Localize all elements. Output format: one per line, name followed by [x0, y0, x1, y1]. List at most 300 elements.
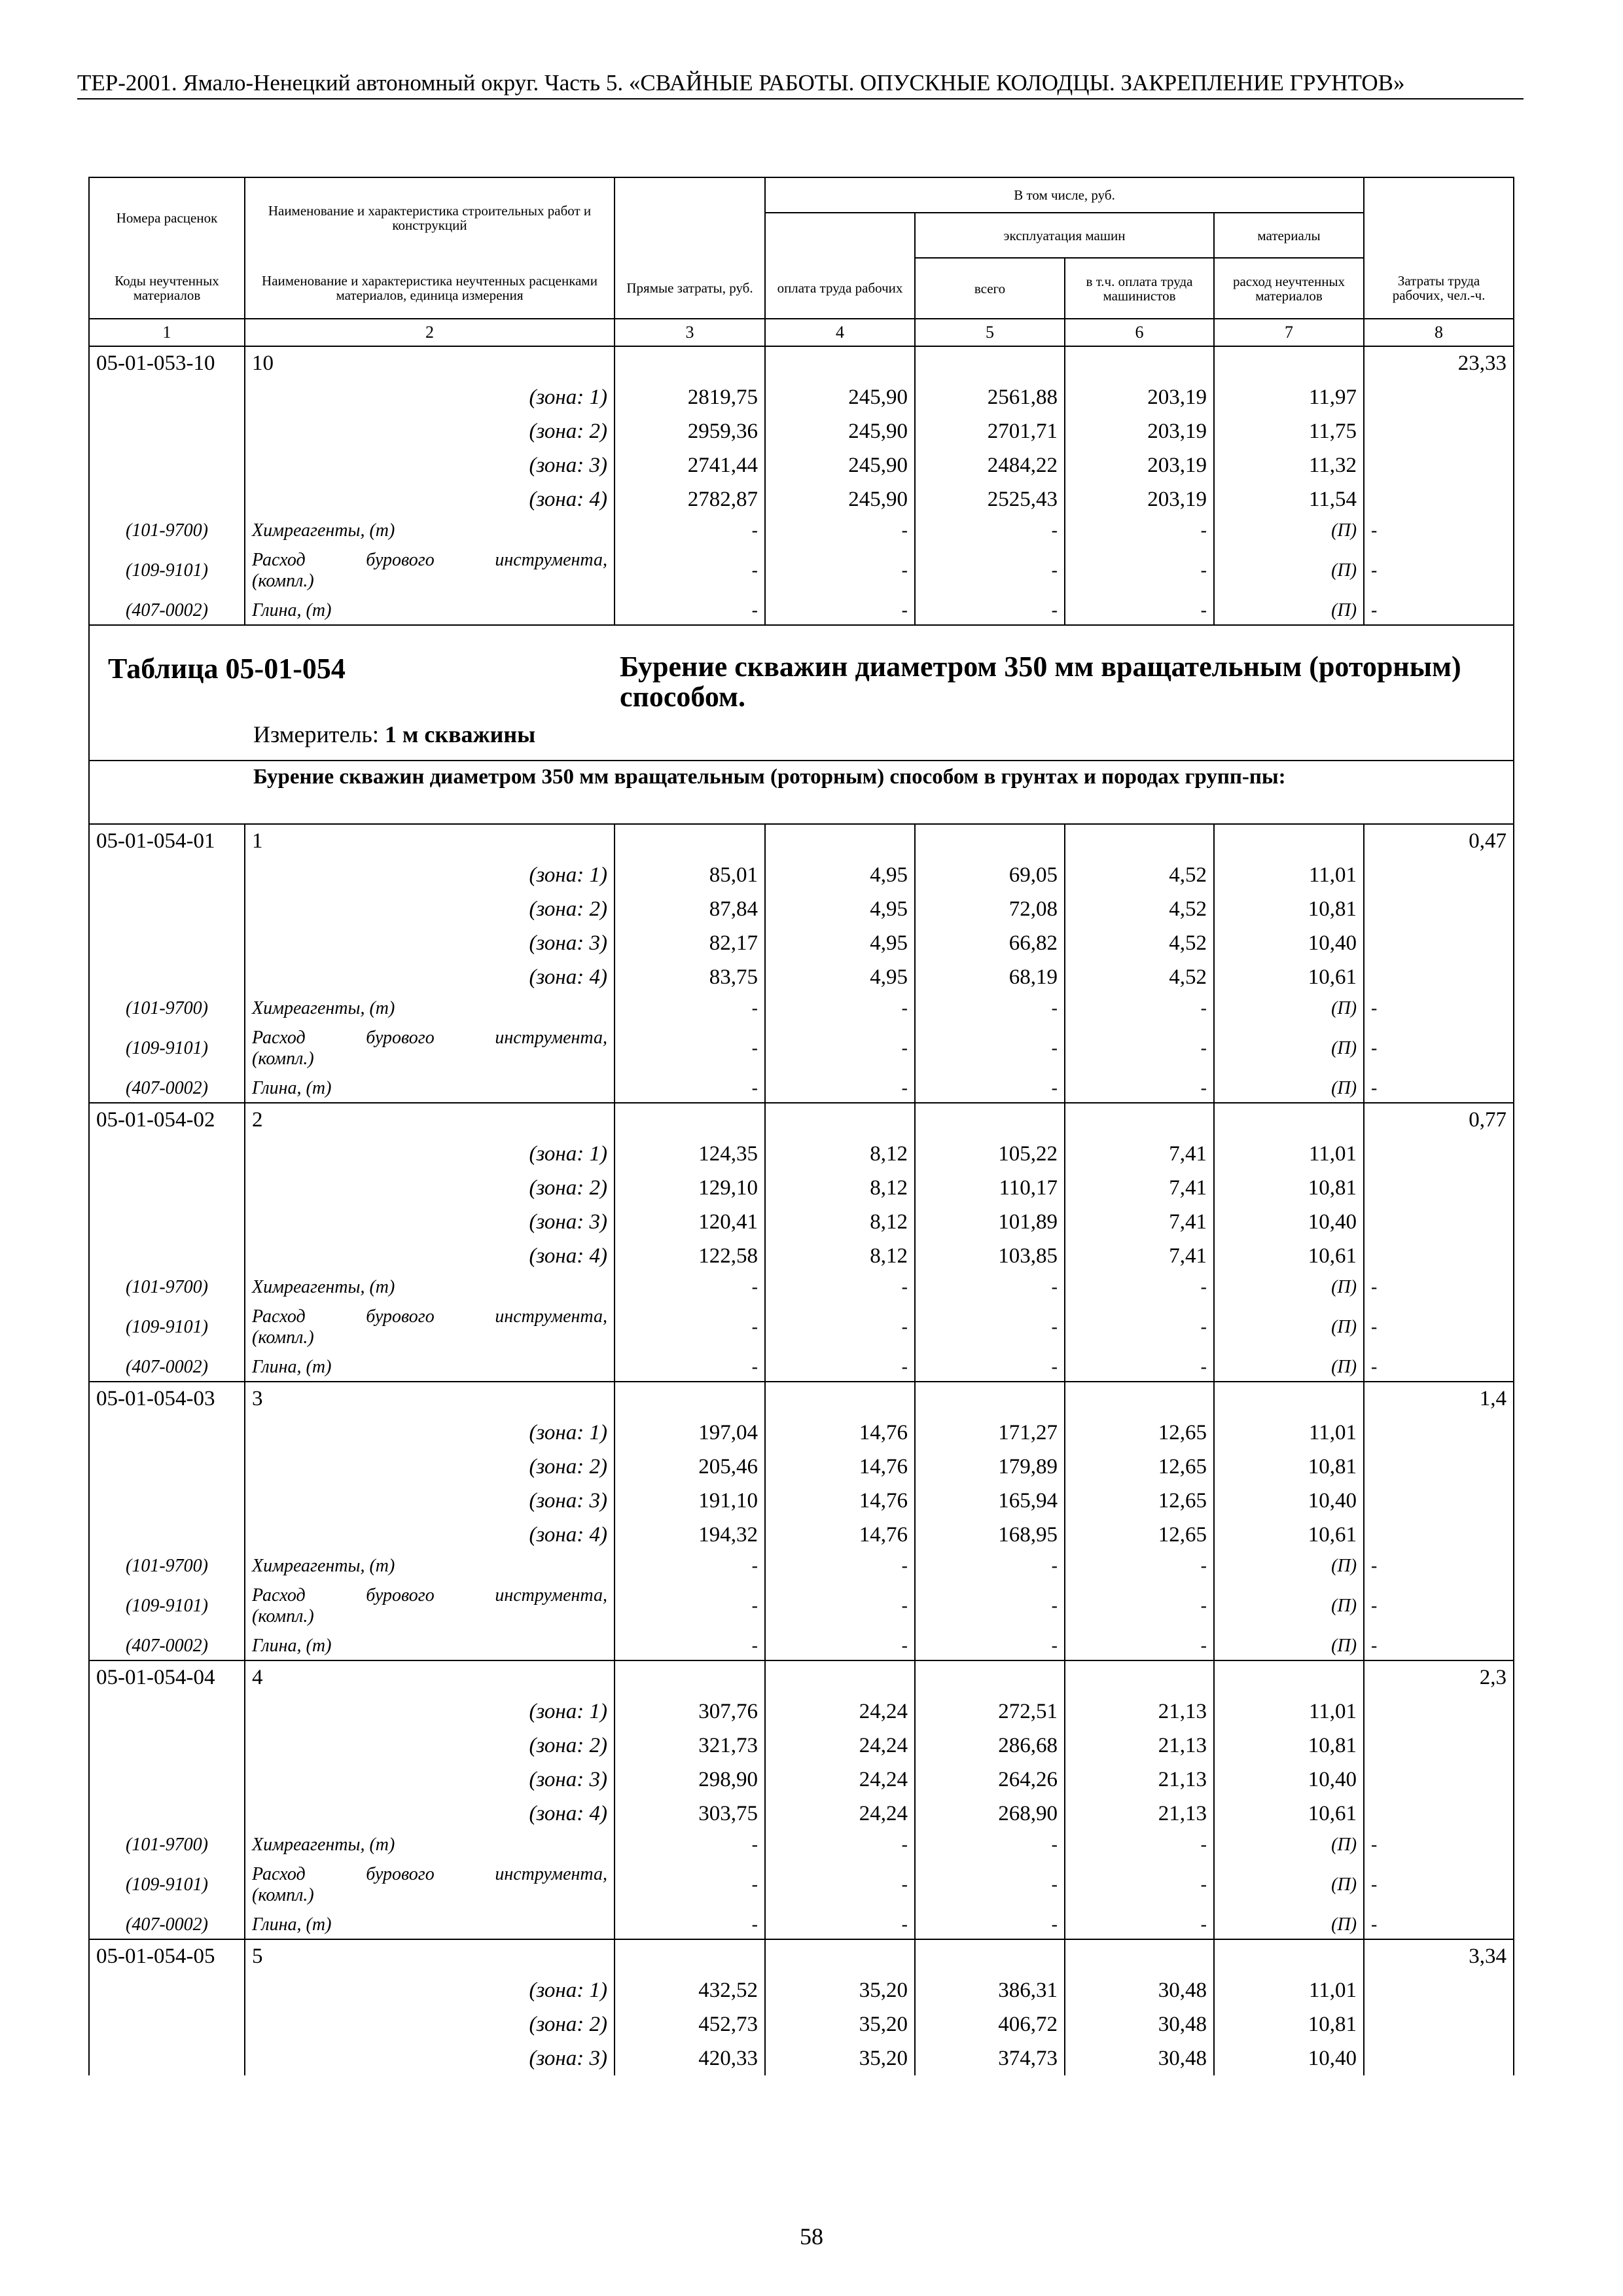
operator-pay: 30,48 [1065, 2041, 1214, 2075]
labor-value: 0,77 [1364, 1103, 1514, 1137]
material-code: (407-0002) [89, 596, 245, 625]
measure-value: 1 м скважины [384, 721, 536, 747]
machine-total: 179,89 [915, 1450, 1065, 1484]
material-name: Глина, (т) [245, 1074, 615, 1103]
material-name [245, 1023, 615, 1074]
material-row [89, 1023, 1514, 1074]
rate-group: 4 [245, 1660, 615, 1695]
material-dash: - [1065, 1831, 1214, 1859]
material-code: (109-9101) [89, 1023, 245, 1074]
material-dash: - [765, 596, 915, 625]
table-cell [1364, 482, 1514, 516]
zone-row [89, 858, 1514, 892]
header-unaccounted-codes: Коды неучтенных материалов [89, 258, 245, 319]
column-number-4: 4 [765, 319, 915, 346]
material-p-mark: (П) [1214, 1023, 1364, 1074]
worker-pay: 8,12 [765, 1137, 915, 1171]
material-dash: - [915, 1074, 1065, 1103]
material-dash: - [1065, 1632, 1214, 1660]
zone-row [89, 1763, 1514, 1797]
material-name-word: бурового [366, 1028, 435, 1048]
materials-cost: 11,32 [1214, 448, 1364, 482]
zone-row [89, 1695, 1514, 1729]
material-name-word: инструмента, [495, 1306, 607, 1327]
material-dash: - [615, 1831, 765, 1859]
zone-row [89, 2007, 1514, 2041]
table-cell [1364, 1797, 1514, 1831]
header-materials: материалы [1214, 213, 1364, 258]
direct-cost: 197,04 [615, 1416, 765, 1450]
material-p-mark: (П) [1214, 1552, 1364, 1581]
materials-cost: 10,40 [1214, 926, 1364, 960]
table-cell [89, 1695, 245, 1729]
table-cell [89, 2007, 245, 2041]
zone-row [89, 1239, 1514, 1273]
machine-total: 101,89 [915, 1205, 1065, 1239]
material-row [89, 545, 1514, 596]
machine-total: 69,05 [915, 858, 1065, 892]
table-cell [1364, 960, 1514, 994]
material-code: (101-9700) [89, 516, 245, 545]
column-number-7: 7 [1214, 319, 1364, 346]
materials-cost: 10,61 [1214, 1239, 1364, 1273]
worker-pay: 24,24 [765, 1695, 915, 1729]
materials-cost: 10,81 [1214, 2007, 1364, 2041]
column-number-8: 8 [1364, 319, 1514, 346]
table-cell [89, 892, 245, 926]
table-cell [1214, 1103, 1364, 1137]
rate-code: 05-01-054-04 [89, 1660, 245, 1695]
table-cell [1364, 858, 1514, 892]
materials-cost: 10,81 [1214, 1171, 1364, 1205]
material-code: (109-9101) [89, 1581, 245, 1632]
material-name-line [252, 1585, 607, 1606]
labor-value: 2,3 [1364, 1660, 1514, 1695]
materials-cost: 10,61 [1214, 960, 1364, 994]
zone-label: (зона: 1) [245, 858, 615, 892]
table-cell [1214, 1382, 1364, 1416]
table-cell [89, 1450, 245, 1484]
zone-row [89, 448, 1514, 482]
direct-cost: 2782,87 [615, 482, 765, 516]
table-title: Таблица 05-01-054 [108, 653, 346, 685]
zone-row [89, 1729, 1514, 1763]
table-cell [915, 346, 1065, 380]
worker-pay: 4,95 [765, 926, 915, 960]
worker-pay: 8,12 [765, 1171, 915, 1205]
header-row [89, 258, 1514, 319]
material-dash: - [1065, 545, 1214, 596]
table-cell [1364, 1239, 1514, 1273]
rate-row [89, 824, 1514, 858]
material-dash: - [1065, 1910, 1214, 1939]
table-title-row [89, 625, 1514, 761]
material-name-word: бурового [366, 1585, 435, 1605]
table-cell [89, 414, 245, 448]
material-dash: - [1364, 1552, 1514, 1581]
worker-pay: 245,90 [765, 414, 915, 448]
worker-pay: 4,95 [765, 858, 915, 892]
table-cell [89, 448, 245, 482]
material-dash: - [1364, 1273, 1514, 1302]
material-name: Химреагенты, (т) [245, 1552, 615, 1581]
material-dash: - [615, 1353, 765, 1382]
rate-row [89, 1103, 1514, 1137]
material-dash: - [615, 1632, 765, 1660]
material-name-word: бурового [366, 1864, 435, 1884]
table-cell [89, 482, 245, 516]
table-cell [89, 960, 245, 994]
table-cell [1364, 1695, 1514, 1729]
table-cell [1364, 380, 1514, 414]
material-dash: - [1364, 1353, 1514, 1382]
material-dash: - [915, 1831, 1065, 1859]
worker-pay: 24,24 [765, 1797, 915, 1831]
worker-pay: 4,95 [765, 892, 915, 926]
materials-cost: 11,01 [1214, 1137, 1364, 1171]
table-description: Бурение скважин диаметром 350 мм вращательным (роторным) способом. [620, 651, 1461, 713]
header-materials-cost: расход неучтенных материалов [1214, 258, 1364, 319]
machine-total: 2484,22 [915, 448, 1065, 482]
worker-pay: 14,76 [765, 1484, 915, 1518]
header-rate-numbers: Номера расценок [89, 177, 245, 258]
zone-row [89, 1137, 1514, 1171]
zone-label: (зона: 4) [245, 1797, 615, 1831]
header-worker-blank [765, 213, 915, 258]
worker-pay: 8,12 [765, 1239, 915, 1273]
table-cell [1065, 1939, 1214, 1973]
material-name-word: бурового [366, 550, 435, 570]
table-cell [1065, 1103, 1214, 1137]
material-name-line: (компл.) [252, 1885, 314, 1905]
table-cell [89, 1137, 245, 1171]
direct-cost: 303,75 [615, 1797, 765, 1831]
operator-pay: 30,48 [1065, 1973, 1214, 2007]
material-dash: - [615, 1910, 765, 1939]
material-name: Глина, (т) [245, 1632, 615, 1660]
material-dash: - [915, 994, 1065, 1023]
material-p-mark: (П) [1214, 1910, 1364, 1939]
table-cell [915, 824, 1065, 858]
rate-code: 05-01-053-10 [89, 346, 245, 380]
material-dash: - [615, 1074, 765, 1103]
material-code: (109-9101) [89, 1302, 245, 1353]
operator-pay: 12,65 [1065, 1484, 1214, 1518]
rate-row [89, 1660, 1514, 1695]
material-dash: - [765, 1910, 915, 1939]
materials-cost: 10,40 [1214, 2041, 1364, 2075]
table-cell [615, 1103, 765, 1137]
material-name-line: (компл.) [252, 1606, 314, 1626]
table-cell [1364, 1137, 1514, 1171]
zone-label: (зона: 3) [245, 1205, 615, 1239]
machine-total: 2701,71 [915, 414, 1065, 448]
machine-total: 286,68 [915, 1729, 1065, 1763]
table-cell [1364, 1450, 1514, 1484]
zone-row [89, 892, 1514, 926]
zone-label: (зона: 1) [245, 1973, 615, 2007]
material-dash: - [915, 1581, 1065, 1632]
zone-row [89, 1484, 1514, 1518]
worker-pay: 245,90 [765, 448, 915, 482]
direct-cost: 82,17 [615, 926, 765, 960]
material-row [89, 1581, 1514, 1632]
table-cell [1364, 892, 1514, 926]
zone-row [89, 1171, 1514, 1205]
zone-label: (зона: 4) [245, 1239, 615, 1273]
zone-row [89, 960, 1514, 994]
materials-cost: 11,01 [1214, 1973, 1364, 2007]
material-dash: - [1364, 545, 1514, 596]
material-dash: - [1065, 1273, 1214, 1302]
header-unaccounted-names: Наименование и характеристика неучтенных расценками материалов, единица измерения [245, 258, 615, 319]
table-cell [89, 1973, 245, 2007]
rate-code: 05-01-054-03 [89, 1382, 245, 1416]
group-description-row [89, 761, 1514, 824]
materials-cost: 11,97 [1214, 380, 1364, 414]
operator-pay: 21,13 [1065, 1695, 1214, 1729]
zone-label: (зона: 1) [245, 1137, 615, 1171]
material-dash: - [765, 1632, 915, 1660]
zone-row [89, 380, 1514, 414]
direct-cost: 321,73 [615, 1729, 765, 1763]
operator-pay: 21,13 [1065, 1729, 1214, 1763]
zone-label: (зона: 2) [245, 1729, 615, 1763]
material-row [89, 1302, 1514, 1353]
column-number-6: 6 [1065, 319, 1214, 346]
material-dash: - [1364, 994, 1514, 1023]
zone-label: (зона: 2) [245, 892, 615, 926]
material-p-mark: (П) [1214, 1074, 1364, 1103]
material-code: (109-9101) [89, 545, 245, 596]
table-cell [89, 1239, 245, 1273]
material-dash: - [915, 1552, 1065, 1581]
operator-pay: 12,65 [1065, 1450, 1214, 1484]
material-row [89, 1831, 1514, 1859]
labor-value: 23,33 [1364, 346, 1514, 380]
material-dash: - [915, 1273, 1065, 1302]
table-cell [1065, 824, 1214, 858]
material-p-mark: (П) [1214, 1632, 1364, 1660]
material-row [89, 1273, 1514, 1302]
material-code: (101-9700) [89, 994, 245, 1023]
zone-row [89, 414, 1514, 448]
table-cell [89, 1518, 245, 1552]
material-name: Глина, (т) [245, 1353, 615, 1382]
materials-cost: 11,75 [1214, 414, 1364, 448]
measure-label: Измеритель: [253, 721, 385, 747]
material-dash: - [615, 1581, 765, 1632]
rate-group: 10 [245, 346, 615, 380]
table-cell [89, 380, 245, 414]
material-name-line [252, 1306, 607, 1327]
material-code: (101-9700) [89, 1552, 245, 1581]
operator-pay: 7,41 [1065, 1239, 1214, 1273]
material-dash: - [615, 1273, 765, 1302]
direct-cost: 205,46 [615, 1450, 765, 1484]
machine-total: 110,17 [915, 1171, 1065, 1205]
table-cell [1065, 346, 1214, 380]
table-cell [89, 2041, 245, 2075]
material-name: Химреагенты, (т) [245, 516, 615, 545]
machine-total: 66,82 [915, 926, 1065, 960]
material-dash: - [1364, 1023, 1514, 1074]
material-p-mark: (П) [1214, 1273, 1364, 1302]
labor-value: 3,34 [1364, 1939, 1514, 1973]
material-name [245, 545, 615, 596]
worker-pay: 245,90 [765, 380, 915, 414]
direct-cost: 2959,36 [615, 414, 765, 448]
machine-total: 406,72 [915, 2007, 1065, 2041]
worker-pay: 245,90 [765, 482, 915, 516]
table-cell [89, 1205, 245, 1239]
material-name: Химреагенты, (т) [245, 994, 615, 1023]
machine-total: 72,08 [915, 892, 1065, 926]
column-number-5: 5 [915, 319, 1065, 346]
material-row [89, 994, 1514, 1023]
material-dash: - [615, 1552, 765, 1581]
material-dash: - [1364, 1302, 1514, 1353]
table-cell [765, 1660, 915, 1695]
material-name-word: Расход [252, 1028, 306, 1048]
material-name-word: инструмента, [495, 1585, 607, 1605]
materials-cost: 11,01 [1214, 858, 1364, 892]
column-number-2: 2 [245, 319, 615, 346]
machine-total: 168,95 [915, 1518, 1065, 1552]
table-cell [1065, 1382, 1214, 1416]
material-dash: - [915, 1353, 1065, 1382]
column-number-3: 3 [615, 319, 765, 346]
materials-cost: 10,61 [1214, 1797, 1364, 1831]
material-dash: - [1065, 596, 1214, 625]
materials-cost: 10,81 [1214, 1729, 1364, 1763]
table-cell [1214, 1939, 1364, 1973]
table-cell [1364, 926, 1514, 960]
table-cell [1364, 1763, 1514, 1797]
table-cell [615, 1382, 765, 1416]
header-operator-pay: в т.ч. оплата труда машинистов [1065, 258, 1214, 319]
table-cell [89, 1729, 245, 1763]
direct-cost: 83,75 [615, 960, 765, 994]
material-code: (407-0002) [89, 1353, 245, 1382]
table-cell [615, 346, 765, 380]
zone-label: (зона: 1) [245, 1695, 615, 1729]
page-number: 58 [800, 2223, 823, 2250]
table-cell [1364, 448, 1514, 482]
material-row [89, 1859, 1514, 1910]
material-dash: - [765, 994, 915, 1023]
material-name-line [252, 1028, 607, 1049]
table-cell [1065, 1660, 1214, 1695]
zone-row [89, 1450, 1514, 1484]
table-cell [1214, 346, 1364, 380]
material-dash: - [1364, 1581, 1514, 1632]
machine-total: 68,19 [915, 960, 1065, 994]
worker-pay: 14,76 [765, 1518, 915, 1552]
material-dash: - [765, 1023, 915, 1074]
direct-cost: 120,41 [615, 1205, 765, 1239]
material-name-word: Расход [252, 1864, 306, 1884]
material-name-line: (компл.) [252, 571, 314, 591]
table-cell [615, 1660, 765, 1695]
worker-pay: 35,20 [765, 1973, 915, 2007]
operator-pay: 7,41 [1065, 1171, 1214, 1205]
material-dash: - [1065, 1581, 1214, 1632]
material-dash: - [765, 1859, 915, 1910]
material-dash: - [915, 1302, 1065, 1353]
zone-label: (зона: 2) [245, 2007, 615, 2041]
table-cell [89, 1171, 245, 1205]
material-name-line [252, 550, 607, 571]
operator-pay: 7,41 [1065, 1205, 1214, 1239]
material-name: Химреагенты, (т) [245, 1831, 615, 1859]
material-dash: - [1065, 1552, 1214, 1581]
rate-code: 05-01-054-02 [89, 1103, 245, 1137]
zone-label: (зона: 1) [245, 380, 615, 414]
operator-pay: 21,13 [1065, 1797, 1214, 1831]
zone-label: (зона: 3) [245, 1763, 615, 1797]
material-dash: - [1065, 516, 1214, 545]
material-p-mark: (П) [1214, 1302, 1364, 1353]
direct-cost: 85,01 [615, 858, 765, 892]
table-cell [1364, 1416, 1514, 1450]
material-code: (109-9101) [89, 1859, 245, 1910]
material-code: (101-9700) [89, 1831, 245, 1859]
rate-group: 1 [245, 824, 615, 858]
zone-row [89, 1416, 1514, 1450]
operator-pay: 203,19 [1065, 482, 1214, 516]
table-cell [1364, 1518, 1514, 1552]
table-cell [915, 1939, 1065, 1973]
material-row [89, 596, 1514, 625]
material-p-mark: (П) [1214, 1859, 1364, 1910]
material-dash: - [1065, 1859, 1214, 1910]
header-total: всего [915, 258, 1065, 319]
table-cell [89, 1797, 245, 1831]
worker-pay: 35,20 [765, 2041, 915, 2075]
material-name-line: (компл.) [252, 1327, 314, 1348]
direct-cost: 2741,44 [615, 448, 765, 482]
material-name-line [252, 1864, 607, 1885]
direct-cost: 298,90 [615, 1763, 765, 1797]
materials-cost: 10,61 [1214, 1518, 1364, 1552]
table-cell [89, 858, 245, 892]
measure-line [253, 721, 535, 748]
table-cell [1364, 1729, 1514, 1763]
material-p-mark: (П) [1214, 596, 1364, 625]
material-dash: - [615, 1023, 765, 1074]
header-direct-costs: Прямые затраты, руб. [615, 258, 765, 319]
machine-total: 2561,88 [915, 380, 1065, 414]
material-name-word: инструмента, [495, 550, 607, 570]
header-in-total: В том числе, руб. [765, 177, 1364, 213]
zone-row [89, 1518, 1514, 1552]
zone-label: (зона: 3) [245, 448, 615, 482]
table-cell [1364, 2041, 1514, 2075]
operator-pay: 4,52 [1065, 926, 1214, 960]
zone-row [89, 1205, 1514, 1239]
table-cell [1364, 2007, 1514, 2041]
material-name: Глина, (т) [245, 1910, 615, 1939]
document-header: ТЕР-2001. Ямало-Ненецкий автономный округ. Часть 5. «СВАЙНЫЕ РАБОТЫ. ОПУСКНЫЕ КОЛОДЦЫ. ЗАКРЕПЛЕНИЕ ГРУНТОВ» [77, 71, 1524, 99]
materials-cost: 10,81 [1214, 892, 1364, 926]
direct-cost: 87,84 [615, 892, 765, 926]
material-dash: - [765, 1831, 915, 1859]
direct-cost: 307,76 [615, 1695, 765, 1729]
rate-row [89, 1382, 1514, 1416]
zone-row [89, 1973, 1514, 2007]
material-code: (407-0002) [89, 1074, 245, 1103]
